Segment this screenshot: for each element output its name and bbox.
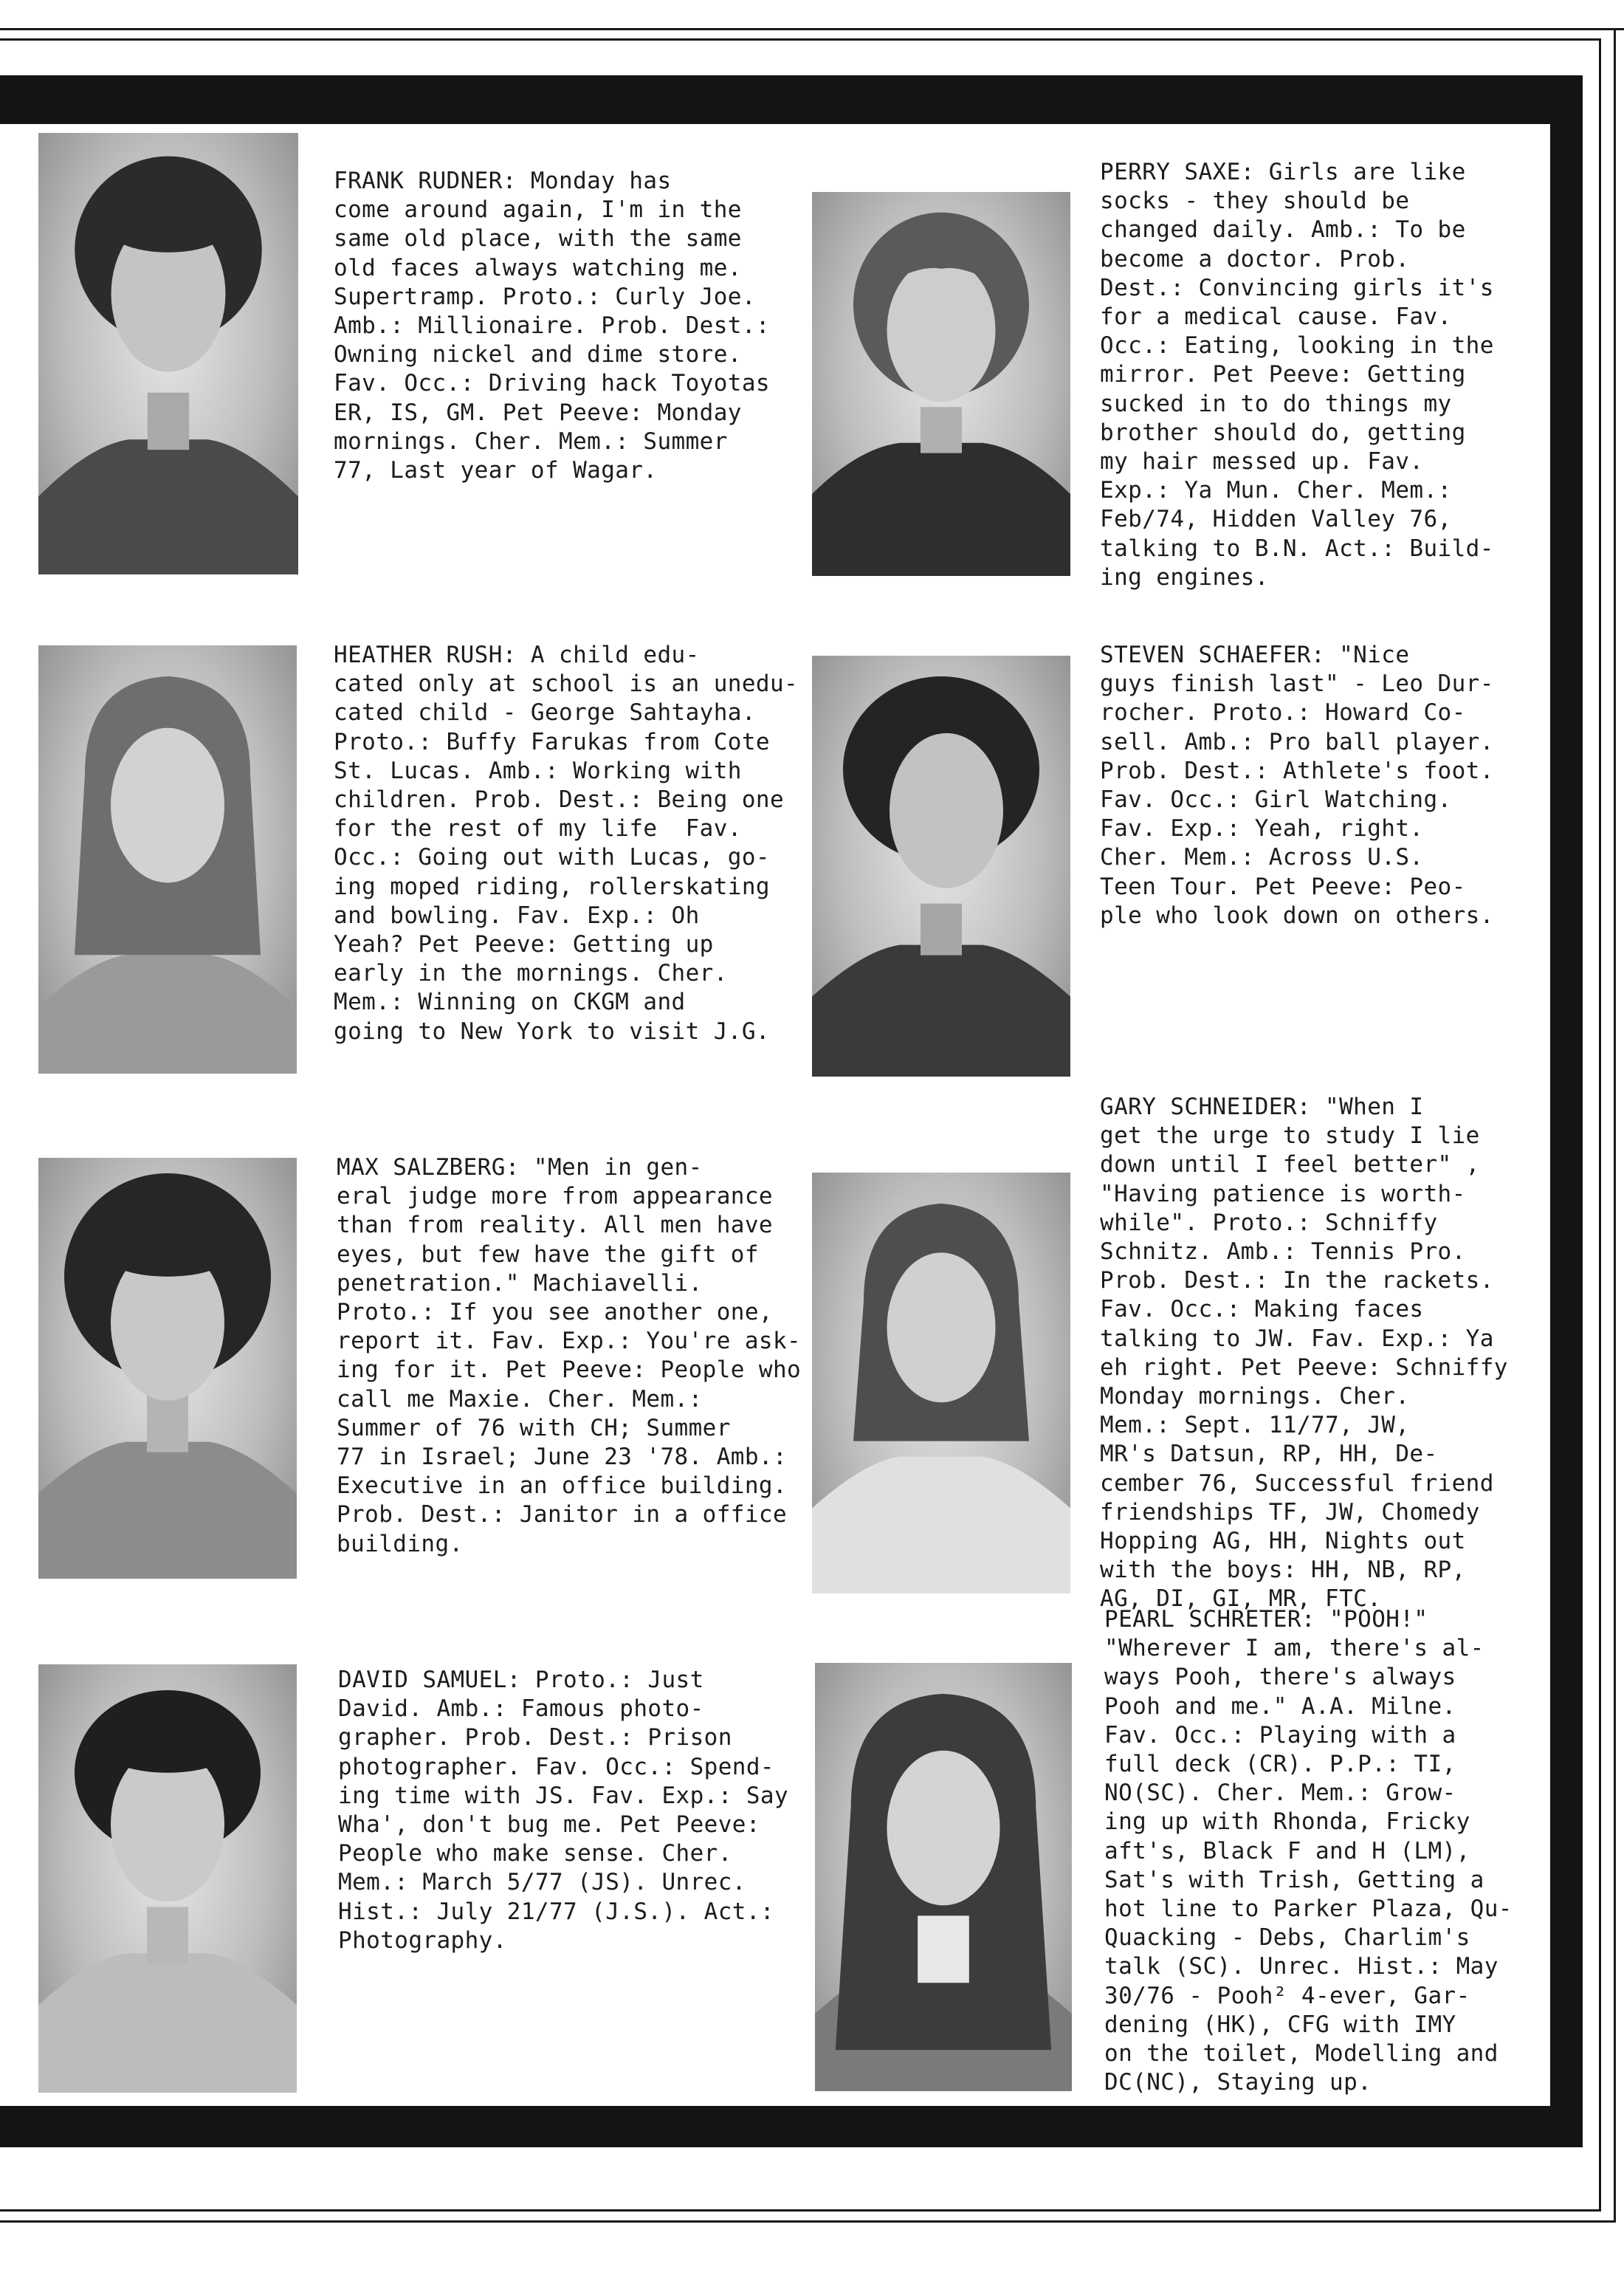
bio-pearl-schreter: PEARL SCHRETER: "POOH!" "Wherever I am, there's al- ways Pooh, there's always Pooh and me." A.A. Milne. Fav. Occ.: Playing with a full deck (CR). P.P.: TI, NO(SC). Cher. Mem.: Grow- ing up with Rhonda, Fricky aft's, Black F and H (LM), Sat's with Trish, Getting a hot line to Parker Plaza, Qu- Quacking - Debs, Charlim's talk (SC). Unrec. Hist.: May 30/76 - Pooh² 4-ever, Gar- dening (HK), CFG with IMY on the toilet, Modelling and DC(NC), Staying up. <box>1104 1606 1513 2096</box>
portrait-max-salzberg <box>38 1158 297 1579</box>
bio-max-salzberg: MAX SALZBERG: "Men in gen- eral judge more from appearance than from reality. All men have eyes, but few have the gift of penetration." Machiavelli. Proto.: If you see another one, report it. Fav. Exp.: You're ask- ing for it. Pet Peeve: People who call me Maxie. Cher. Mem.: Summer of 76 with CH; Summer 77 in Israel; June 23 '78. Amb.: Executive in an office building. Prob. Dest.: Janitor in a office building. <box>337 1154 802 1557</box>
portrait-pearl-schreter-figure <box>815 1663 1072 2091</box>
frame-band-right <box>1549 75 1583 2147</box>
frame-band-top <box>0 75 1583 126</box>
frame-band-bottom <box>0 2104 1583 2147</box>
portrait-david-samuel-figure <box>38 1664 297 2093</box>
yearbook-page <box>0 124 1550 2106</box>
outer-frame-top-rule <box>0 28 1624 30</box>
bio-perry-saxe: PERRY SAXE: Girls are like socks - they should be changed daily. Amb.: To be become a doctor. Prob. Dest.: Convincing girls it's for a medical cause. Fav. Occ.: Eating, looking in the mirror. Pet Peeve: Getting sucked in to do things my brother should do, getting my hair messed up. Fav. Exp.: Ya Mun. Cher. Mem.: Feb/74, Hidden Valley 76, talking to B.N. Act.: Build- ing engines. <box>1100 159 1494 591</box>
outer-frame-bottom-rule <box>0 2209 1601 2212</box>
portrait-steven-schaefer-figure <box>812 656 1070 1077</box>
bio-gary-schneider: GARY SCHNEIDER: "When I get the urge to study I lie down until I feel better" , "Having patience is worth- while". Proto.: Schniffy Schnitz. Amb.: Tennis Pro. Prob. Dest.: In the rackets. Fav. Occ.: Making faces talking to JW. Fav. Exp.: Ya eh right. Pet Peeve: Schniffy Monday mornings. Cher. Mem.: Sept. 11/77, JW, MR's Datsun, RP, HH, De- cember 76, Successful friend friendships TF, JW, Chomedy Hopping AG, HH, Nights out with the boys: HH, NB, RP, AG, DI, GI, MR, FTC. <box>1100 1094 1508 1613</box>
portrait-steven-schaefer <box>812 656 1070 1077</box>
portrait-frank-rudner-figure <box>38 133 298 574</box>
outer-frame-top-rule-inner <box>0 38 1600 41</box>
portrait-perry-saxe <box>812 192 1070 576</box>
bio-frank-rudner: FRANK RUDNER: Monday has come around again, I'm in the same old place, with the same old faces always watching me. Supertramp. Proto.: Curly Joe. Amb.: Millionaire. Prob. Dest.: Owning nickel and dime store. Fav. Occ.: Driving hack Toyotas ER, IS, GM. Pet Peeve: Monday mornings. Cher. Mem.: Summer 77, Last year of Wagar. <box>334 168 770 484</box>
portrait-max-salzberg-figure <box>38 1158 297 1579</box>
bio-heather-rush: HEATHER RUSH: A child edu- cated only at school is an unedu- cated child - George Sahtayha. Proto.: Buffy Farukas from Cote St. Lucas. Amb.: Working with children. Prob. Dest.: Being one for the rest of my life Fav. Occ.: Going out with Lucas, go- ing moped riding, rollerskating and bowling. Fav. Exp.: Oh Yeah? Pet Peeve: Getting up early in the mornings. Cher. Mem.: Winning on CKGM and going to New York to visit J.G. <box>334 642 799 1045</box>
bio-david-samuel: DAVID SAMUEL: Proto.: Just David. Amb.: Famous photo- grapher. Prob. Dest.: Prison photographer. Fav. Occ.: Spend- ing time with JS. Fav. Exp.: Say Wha', don't bug me. Pet Peeve: People who make sense. Cher. Mem.: March 5/77 (JS). Unrec. Hist.: July 21/77 (J.S.). Act.: Photography. <box>338 1667 789 1954</box>
portrait-gary-schneider <box>812 1173 1070 1593</box>
portrait-heather-rush <box>38 645 297 1074</box>
outer-frame-right-rule <box>1599 38 1601 2211</box>
portrait-perry-saxe-figure <box>812 192 1070 576</box>
portrait-pearl-schreter <box>815 1663 1072 2091</box>
bio-steven-schaefer: STEVEN SCHAEFER: "Nice guys finish last" - Leo Dur- rocher. Proto.: Howard Co- sell. Amb.: Pro ball player. Prob. Dest.: Athlete's foot. Fav. Occ.: Girl Watching. Fav. Exp.: Yeah, right. Cher. Mem.: Across U.S. Teen Tour. Pet Peeve: Peo- ple who look down on others. <box>1100 642 1494 929</box>
portrait-david-samuel <box>38 1664 297 2093</box>
portrait-frank-rudner <box>38 133 298 574</box>
outer-frame-right-rule-outer <box>1614 28 1616 2223</box>
portrait-heather-rush-figure <box>38 645 297 1074</box>
outer-frame-bottom-rule-outer <box>0 2220 1616 2223</box>
portrait-gary-schneider-figure <box>812 1173 1070 1593</box>
